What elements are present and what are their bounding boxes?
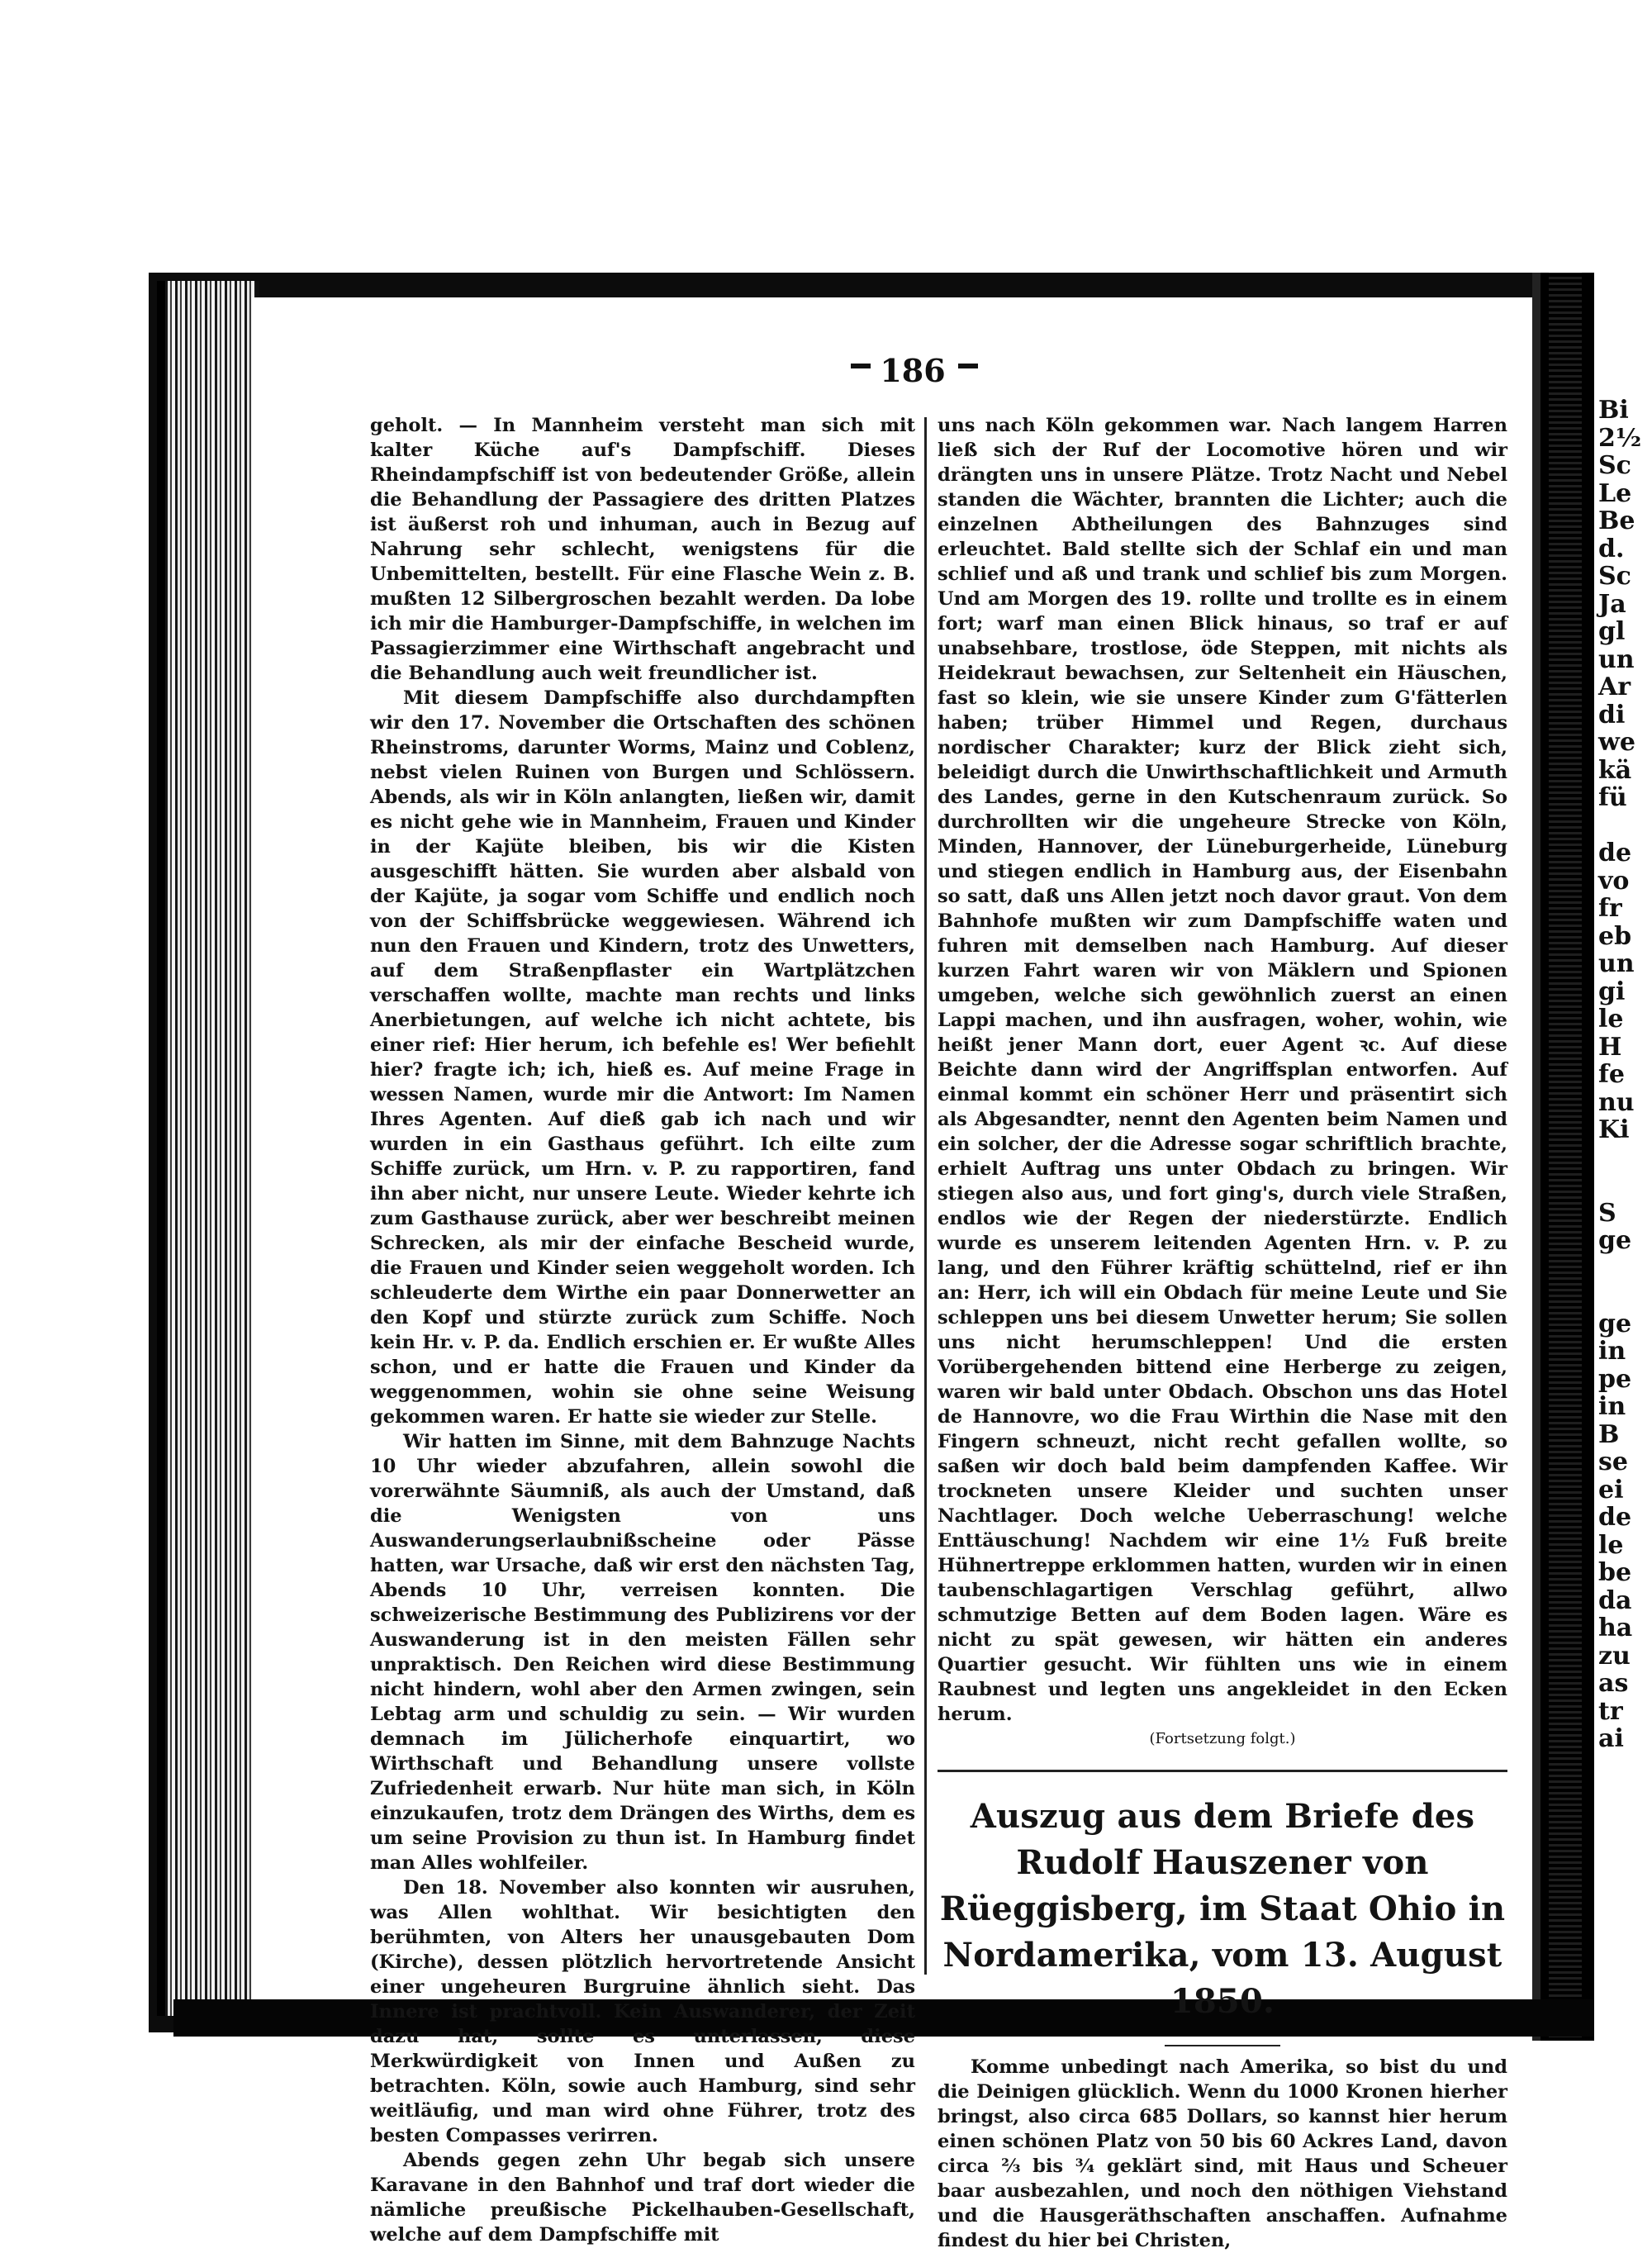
- adjacent-fragment-line: as: [1598, 1669, 1629, 1698]
- adjacent-fragment-line: in: [1598, 1392, 1626, 1421]
- adjacent-fragment-line: we: [1598, 728, 1635, 757]
- adjacent-fragment-line: 2½: [1598, 423, 1642, 453]
- column-divider: [924, 417, 927, 1975]
- header-dash-right: [958, 364, 978, 368]
- adjacent-fragment-line: zu: [1598, 1641, 1631, 1671]
- paragraph: Mit diesem Dampfschiffe also durchdampften wir den 17. November die Ortschaften des schönen Rheinstroms, darunter Worms, Mainz und Coblenz, nebst vielen Ruinen von Burgen und Schlössern. Abends, als wir in Köln anlangten, ließen wir, damit es nicht gehe wie in Mannheim, Frauen und Kinder in der Kajüte bleiben, bis wir die Kisten ausgeschifft hätten. Sie wurden aber alsbald von der Kajüte, ja sogar vom Schiffe und endlich noch von der Schiffsbrücke weggewiesen. Während ich nun den Frauen und Kindern, trotz des Unwetters, auf dem Straßenpflaster ein Wartplätzchen verschaffen wollte, machte man rechts und links Anerbietungen, auf welche ich nicht achtete, bis einer rief: Hier herum, ich befehle es! Wer befiehlt hier? fragte ich; ich, hieß es. Auf meine Frage in wessen Namen, wurde mir die Antwort: Im Namen Ihres Agenten. Auf dieß gab ich nach und wir wurden in ein Gasthaus geführt. Ich eilte zum Schiffe zurück, um Hrn. v. P. zu rapportiren, fand ihn aber nicht, nur unsere Leute. Wieder kehrte ich zum Gasthause zurück, aber wer beschreibt meinen Schrecken, als mir der einfache Bescheid wurde, die Frauen und Kinder seien weggeholt worden. Ich schleuderte dem Wirthe ein paar Donnerwetter an den Kopf und stürzte zurück zum Schiffe. Noch kein Hr. v. P. da. Endlich erschien er. Er wußte Alles schon, und er hatte die Frauen und Kinder da weggenommen, wohin sie ohne seine Weisung gekommen waren. Er hatte sie wieder zur Stelle.: [370, 687, 915, 1428]
- adjacent-fragment-line: fü: [1598, 783, 1627, 812]
- adjacent-fragment-line: se: [1598, 1447, 1628, 1476]
- page-edges: [165, 281, 259, 2016]
- adjacent-fragment-line: B: [1598, 1419, 1620, 1449]
- left-column: [370, 413, 915, 2247]
- adjacent-fragment-line: le: [1598, 1530, 1624, 1560]
- adjacent-fragment-line: un: [1598, 644, 1635, 674]
- adjacent-fragment-line: Ki: [1598, 1115, 1630, 1144]
- right-column: [938, 413, 1507, 2253]
- adjacent-fragment-line: [1598, 1282, 1652, 1310]
- adjacent-fragment-line: ei: [1598, 1475, 1624, 1504]
- heading-rule: [1165, 2045, 1280, 2046]
- adjacent-fragment-line: fr: [1598, 894, 1622, 923]
- adjacent-fragment-line: da: [1598, 1585, 1632, 1615]
- adjacent-fragment-line: Sc: [1598, 451, 1631, 480]
- adjacent-fragment-line: eb: [1598, 921, 1632, 951]
- paragraph: Abends gegen zehn Uhr begab sich unsere Karavane in den Bahnhof und traf dort wieder die nämliche preußische Pickelhauben-Gesellschaft, welche auf dem Dampfschiffe mit: [370, 2150, 915, 2246]
- adjacent-fragment-line: d.: [1598, 534, 1625, 563]
- adjacent-fragment-line: de: [1598, 1503, 1632, 1532]
- adjacent-page-fragment: [1598, 397, 1652, 1933]
- continuation-note: (Fortsetzung folgt.): [1149, 1730, 1296, 1747]
- adjacent-fragment-line: ge: [1598, 1226, 1632, 1255]
- article-heading: Auszug aus dem Briefe des Rudolf Hauszener von Rüeggisberg, im Staat Ohio in Nordamerika, vom 13. August 1850.: [939, 1797, 1506, 2021]
- adjacent-fragment-line: [1598, 1255, 1652, 1283]
- adjacent-fragment-line: pe: [1598, 1364, 1632, 1394]
- adjacent-fragment-line: be: [1598, 1558, 1632, 1587]
- adjacent-fragment-line: S: [1598, 1198, 1616, 1228]
- adjacent-fragment-line: [1598, 1172, 1652, 1200]
- adjacent-fragment-line: Sc: [1598, 562, 1631, 591]
- adjacent-fragment-line: di: [1598, 700, 1626, 730]
- section-divider: [938, 1770, 1507, 1772]
- page-number: 186: [880, 352, 946, 389]
- header-dash-left: [851, 364, 871, 368]
- adjacent-fragment-line: vo: [1598, 866, 1630, 896]
- adjacent-fragment-line: Be: [1598, 506, 1635, 535]
- adjacent-fragment-line: tr: [1598, 1696, 1623, 1726]
- adjacent-fragment-line: [1598, 812, 1652, 840]
- adjacent-fragment-line: ai: [1598, 1724, 1624, 1753]
- paragraph: Wir hatten im Sinne, mit dem Bahnzuge Nachts 10 Uhr wieder abzufahren, allein sowohl die vorerwähnte Säumniß, als auch der Umstand, daß die Wenigsten von uns Auswanderungserlaubnißscheine oder Pässe hatten, war Ursache, daß wir erst den nächsten Tag, Abends 10 Uhr, verreisen konnten. Die schweizerische Bestimmung des Publizirens vor der Auswanderung ist in den meisten Fällen sehr unpraktisch. Den Reichen wird diese Bestimmung nicht hindern, wohl aber den Armen zwingen, sein Lebtag arm und schuldig zu sein. — Wir wurden demnach im Jülicherhofe einquartirt, wo Wirthschaft und Behandlung unsere vollste Zufriedenheit erwarb. Nur hüte man sich, in Köln einzukaufen, trotz dem Drängen des Wirths, dem es um seine Provision zu thun ist. In Hamburg findet man Alles wohlfeiler.: [370, 1431, 915, 1874]
- adjacent-fragment-line: de: [1598, 839, 1632, 867]
- adjacent-fragment-line: Ar: [1598, 673, 1631, 701]
- paragraph: uns nach Köln gekommen war. Nach langem Harren ließ sich der Ruf der Locomotive hören und wir drängten uns in unsere Plätze. Trotz Nacht und Nebel standen die Wächter, brannten die Lichter; auch die einzelnen Abtheilungen des Bahnzuges sind erleuchtet. Bald stellte sich der Schlaf ein und man schlief und aß und trank und schlief bis zum Morgen. Und am Morgen des 19. rollte und trollte es in einem fort; warf man einen Blick hinaus, so traf er auf unabsehbare, trostlose, öde Steppen, mit nichts als Heidekraut bewachsen, zur Seltenheit ein Häuschen, fast so klein, wie sie unsere Kinder zum G'fätterlen haben; trüber Himmel und Regen, durchaus nordischer Charakter; kurz der Blick zieht sich, beleidigt durch die Unwirthschaftlichkeit und Armuth des Landes, gerne in den Kutschenraum zurück. So durchrollten wir die ungeheure Strecke von Köln, Minden, Hannover, der Lüneburgerheide, Lüneburg und stiegen endlich in Hamburg aus, der Eisenbahn so satt, daß uns Allen jetzt noch davor graut. Von dem Bahnhofe mußten wir zum Dampfschiffe waten und fuhren mit demselben nach Hamburg. Auf dieser kurzen Fahrt waren wir von Mäklern und Spionen umgeben, welche sich gewöhnlich zuerst an einen Lappi machen, und ihn ausfragen, woher, wohin, wie heißt jener Mann dort, euer Agent ꝛc. Auf diese Beichte dann wird der Angriffsplan entworfen. Auf einmal kommt ein schöner Herr und präsentirt sich als Abgesandter, nennt den Agenten beim Namen und ein solcher, der die Adresse sogar schriftlich brachte, erhielt Auftrag uns unter Obdach zu bringen. Wir stiegen also aus, und fort ging's, durch viele Straßen, endlos wie der Regen der niederstürzte. Endlich wurde es unserem leitenden Agenten Hrn. v. P. zu lang, und den Führer kräftig schüttelnd, rief er ihn an: Herr, ich will ein Obdach für meine Leute und Sie schleppen uns bei diesem Unwetter herum; Sie sollen uns nicht herumschleppen! Und die ersten Vorübergehenden bittend eine Herberge zu zeigen, waren wir bald unter Obdach. Obschon uns das Hotel de Hannovre, wo die Frau Wirthin die Nase mit den Fingern schneuzt, nicht recht gefallen wollte, so saßen wir doch bald beim dampfenden Kaffee. Wir trockneten unsere Kleider und suchten unser Nachtlager. Doch welche Ueberraschung! welche Enttäuschung! Nachdem wir eine 1½ Fuß breite Hühnertreppe erklommen hatten, wurden wir in einen taubenschlagartigen Verschlag geführt, allwo schmutzige Betten auf dem Boden lagen. Wäre es nicht zu spät gewesen, wir hätten ein anderes Quartier gesucht. Wir fühlten uns wie in einem Raubnest und legten uns angekleidet in den Ecken herum.: [938, 415, 1507, 1725]
- paragraph: Den 18. November also konnten wir ausruhen, was Allen wohlthat. Wir besichtigten den berühmten, von Alters her unausgebauten Dom (Kirche), dessen plötzlich hervortretende Ansicht einer ungeheuren Burgruine ähnlich sieht. Das Innere ist prachtvoll. Kein Auswanderer, der Zeit dazu hat, sollte es unterlassen, diese Merkwürdigkeit von Innen und Außen zu betrachten. Köln, sowie auch Hamburg, sind sehr weitläufig, und man wird ohne Führer, trotz des besten Compasses verirren.: [370, 1877, 915, 2146]
- adjacent-fragment-line: Ja: [1598, 589, 1626, 619]
- adjacent-fragment-line: le: [1598, 1005, 1624, 1034]
- adjacent-fragment-line: un: [1598, 949, 1635, 978]
- adjacent-fragment-line: Le: [1598, 478, 1632, 508]
- adjacent-fragment-line: in: [1598, 1337, 1626, 1366]
- gutter-shadow: [1532, 273, 1594, 2041]
- adjacent-fragment-line: Bi: [1598, 396, 1629, 425]
- adjacent-fragment-line: kä: [1598, 755, 1632, 785]
- paragraph: geholt. — In Mannheim versteht man sich mit kalter Küche auf's Dampfschiff. Dieses Rheindampfschiff ist von bedeutender Größe, allein die Behandlung der Passagiere des dritten Platzes ist äußerst roh und inhuman, auch in Bezug auf Nahrung sehr schlecht, wenigstens für die Unbemittelten, bestellt. Für eine Flasche Wein z. B. mußten 12 Silbergroschen bezahlt werden. Da lobe ich mir die Hamburger-Dampfschiffe, in welchen im Passagierzimmer eine Wirthschaft angebracht und die Behandlung auch weit freundlicher ist.: [370, 415, 915, 684]
- letter-paragraph: Komme unbedingt nach Amerika, so bist du und die Deinigen glücklich. Wenn du 1000 Kronen hierher bringst, also circa 685 Dollars, so kannst hier herum einen schönen Platz von 50 bis 60 Ackres Land, davon circa ⅔ bis ¾ geklärt sind, mit Haus und Scheuer baar ausbezahlen, und noch den nöthigen Viehstand und die Hausgeräthschaften anschaffen. Aufnahme findest du hier bei Christen,: [938, 2056, 1507, 2251]
- adjacent-fragment-line: ge: [1598, 1309, 1632, 1338]
- adjacent-fragment-line: H: [1598, 1032, 1622, 1062]
- adjacent-fragment-line: gl: [1598, 617, 1626, 646]
- adjacent-fragment-line: gi: [1598, 977, 1626, 1006]
- adjacent-fragment-line: fe: [1598, 1060, 1625, 1089]
- adjacent-fragment-line: nu: [1598, 1087, 1635, 1117]
- adjacent-fragment-line: ha: [1598, 1614, 1633, 1642]
- adjacent-fragment-line: [1598, 1144, 1652, 1172]
